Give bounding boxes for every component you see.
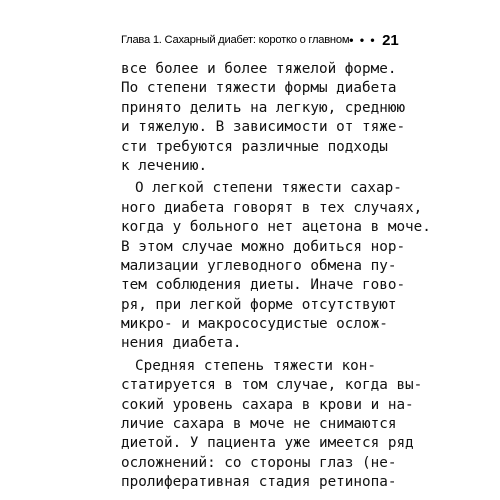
text-line: сокий уровень сахара в крови и на- [121,396,414,413]
text-line: когда у больного нет ацетона в моче. [121,219,431,236]
text-line: все более и более тяжелой форме. [121,61,397,77]
text-line: осложнений: со стороны глаз (не- [121,454,397,471]
text-line: диетой. У пациента уже имеется ряд [121,435,414,452]
text-line: О легкой степени тяжести сахар- [135,180,402,197]
text-line: статируется в том случае, когда вы- [121,377,423,394]
bullet-dots-icon: • • • [349,33,377,47]
text-line: В этом случае можно добиться нор- [121,238,406,255]
page-number: 21 [382,31,399,49]
text-line: микро- и макрососудистые ослож- [121,316,388,333]
text-line: Средняя степень тяжести кон- [135,357,377,374]
text-line: к лечению. [121,157,208,174]
text-line: пролиферативная стадия ретинопа- [121,474,397,491]
text-line: тем соблюдения диеты. Иначе гово- [121,277,406,294]
header-right [349,32,398,49]
body-text [121,60,431,493]
text-line: По степени тяжести формы диабета [121,80,397,97]
running-header [121,30,399,50]
text-line: ря, при легкой форме отсутствуют [121,296,397,313]
text-line: нения диабета. [121,335,242,352]
text-line: сти требуются различные подходы [121,138,388,155]
chapter-title: Глава 1. Сахарный диабет: коротко о главном [121,34,350,46]
text-line: личие сахара в моче не снимаются [121,416,397,433]
text-line: принято делить на легкую, среднюю [121,99,406,116]
text-line: ного диабета говорят в тех случаях, [121,199,423,216]
text-line: и тяжелую. В зависимости от тяже- [121,119,406,136]
text-line: мализации углеводного обмена пу- [121,257,397,274]
